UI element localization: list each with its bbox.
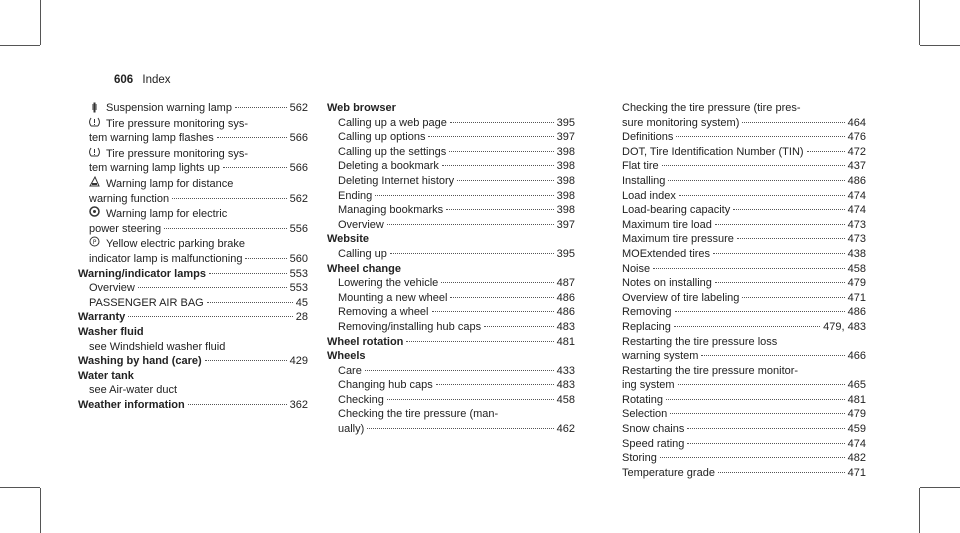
index-entry: Calling up a web page 395	[338, 116, 575, 129]
page-ref: 476	[847, 131, 866, 144]
index-see-ref: see Air-water duct	[89, 384, 178, 397]
crop-mark	[920, 45, 960, 46]
entry-term: Weather information	[78, 398, 185, 411]
index-entry: Calling up 395	[338, 247, 575, 260]
index-column-3	[622, 101, 866, 480]
page-ref: 437	[847, 160, 866, 173]
index-entry: Temperature grade 471	[622, 466, 866, 479]
index-entry: Checking the tire pressure (tire pres-	[622, 102, 801, 114]
index-entry	[78, 354, 308, 369]
page-ref: 486	[847, 174, 866, 187]
index-entry: Maximum tire pressure 473	[622, 233, 866, 246]
index-entry	[78, 116, 308, 132]
entry-term: Suspension warning lamp	[106, 102, 232, 114]
entry-term: Warning lamp for distance	[106, 177, 234, 190]
index-entry	[78, 146, 308, 162]
page-ref: 398	[556, 145, 575, 158]
crop-mark	[40, 0, 41, 45]
entry-term: tem warning lamp flashes	[89, 132, 214, 145]
crop-mark	[919, 0, 920, 45]
index-entry: Rotating 481	[622, 393, 866, 406]
index-entry: Overview 397	[338, 218, 575, 231]
index-entry: Calling up options 397	[338, 131, 575, 144]
index-entry	[78, 206, 308, 222]
page-ref: 486	[847, 306, 866, 319]
index-entry: MOExtended tires 438	[622, 247, 866, 260]
section-title: Index	[142, 74, 171, 86]
page-ref: 398	[556, 174, 575, 187]
page-ref: 28	[295, 311, 308, 324]
index-entry	[78, 369, 308, 384]
index-entry: Care 433	[338, 364, 575, 377]
index-see-ref: see Windshield washer fluid	[89, 340, 226, 353]
index-entry: Mounting a new wheel 486	[338, 291, 575, 304]
index-entry-cont: warning system 466	[622, 350, 866, 363]
entry-term: Tire pressure monitoring sys-	[106, 147, 249, 160]
index-entry	[78, 281, 308, 296]
page-ref: 458	[847, 262, 866, 275]
distance-warning-icon	[89, 176, 100, 187]
index-entry-cont: sure monitoring system) 464	[622, 116, 866, 129]
index-entry: Restarting the tire pressure monitor-	[622, 364, 799, 377]
tire-pressure-icon	[89, 146, 100, 157]
index-entry: Ending 398	[338, 189, 575, 202]
index-entry: Definitions 476	[622, 131, 866, 144]
entry-term: Warranty	[78, 311, 126, 324]
index-entry: Load index 474	[622, 189, 866, 202]
index-heading: Wheel change	[327, 262, 401, 275]
entry-term: Washing by hand (care)	[78, 355, 202, 368]
index-entry	[78, 176, 308, 192]
page-ref: 479	[847, 408, 866, 421]
index-column-1	[78, 101, 308, 412]
index-entry: Speed rating 474	[622, 437, 866, 450]
page-ref: 465	[847, 379, 866, 392]
page-ref: 479, 483	[823, 320, 866, 333]
index-entry	[78, 296, 308, 311]
crop-mark	[919, 488, 920, 533]
page-ref: 474	[847, 204, 866, 217]
page-ref: 483	[556, 320, 575, 333]
parking-brake-icon	[89, 236, 100, 247]
svg-text:P: P	[92, 239, 97, 247]
index-entry	[78, 267, 308, 282]
page-ref: 473	[847, 233, 866, 246]
index-entry: Restarting the tire pressure loss	[622, 335, 778, 348]
page-ref: 464	[847, 116, 866, 129]
page-ref: 566	[289, 132, 308, 145]
index-entry: Calling up the settings 398	[338, 145, 575, 158]
page-ref: 483	[556, 379, 575, 392]
page-ref: 398	[556, 204, 575, 217]
page-ref: 429	[289, 355, 308, 368]
index-entry-cont: ing system 465	[622, 379, 866, 392]
entry-term: Warning/indicator lamps	[78, 267, 206, 280]
index-entry: Installing 486	[622, 174, 866, 187]
page-ref: 556	[289, 222, 308, 235]
index-heading: Website	[327, 233, 369, 246]
crop-mark	[0, 487, 40, 488]
entry-term: Yellow electric parking brake	[106, 238, 245, 251]
page-ref: 473	[847, 218, 866, 231]
index-entry: Removing/installing hub caps 483	[338, 320, 575, 333]
index-entry: Removing a wheel 486	[338, 306, 575, 319]
page-ref: 466	[847, 350, 866, 363]
suspension-warning-icon	[89, 102, 100, 113]
index-entry: Flat tire 437	[622, 160, 866, 173]
entry-term: tem warning lamp lights up	[89, 162, 220, 175]
entry-term: Washer fluid	[78, 325, 144, 338]
page-ref: 397	[556, 131, 575, 144]
page-ref: 562	[289, 192, 308, 205]
index-entry-cont	[78, 161, 308, 176]
page-ref: 472	[847, 145, 866, 158]
index-heading: Wheel rotation 481	[327, 335, 575, 348]
index-entry: Replacing 479, 483	[622, 320, 866, 333]
page-ref: 471	[847, 291, 866, 304]
index-entry: Snow chains 459	[622, 423, 866, 436]
page-ref: 487	[556, 277, 575, 290]
index-entry-cont	[78, 252, 308, 267]
index-entry: Load-bearing capacity 474	[622, 204, 866, 217]
index-entry: DOT, Tire Identification Number (TIN) 472	[622, 145, 866, 158]
index-entry: Storing 482	[622, 452, 866, 465]
entry-term: indicator lamp is malfunctioning	[89, 252, 243, 265]
index-entry: Deleting Internet history 398	[338, 174, 575, 187]
page-ref: 562	[289, 102, 308, 114]
entry-term: PASSENGER AIR BAG	[89, 296, 204, 309]
index-entry: Lowering the vehicle 487	[338, 277, 575, 290]
index-entry	[78, 236, 308, 252]
entry-term: Overview	[89, 282, 135, 295]
page-ref: 362	[289, 398, 308, 411]
index-entry-cont	[78, 131, 308, 146]
index-entry-cont	[78, 222, 308, 237]
tire-pressure-icon	[89, 116, 100, 127]
page-ref: 474	[847, 189, 866, 202]
index-entry-cont	[78, 192, 308, 207]
index-entry	[78, 310, 308, 325]
index-entry: Noise 458	[622, 262, 866, 275]
index-entry: Removing 486	[622, 306, 866, 319]
page-ref: 481	[556, 335, 575, 348]
page-ref: 560	[289, 252, 308, 265]
page-ref: 433	[556, 364, 575, 377]
crop-mark	[0, 45, 40, 46]
index-entry	[78, 101, 308, 116]
page-ref: 474	[847, 437, 866, 450]
index-heading: Web browser	[327, 102, 396, 114]
page-ref: 479	[847, 277, 866, 290]
crop-mark	[40, 488, 41, 533]
index-entry-cont: ually) 462	[338, 423, 575, 436]
page-header	[114, 74, 171, 86]
page-ref: 395	[556, 116, 575, 129]
entry-term: Water tank	[78, 369, 134, 382]
page-ref: 398	[556, 160, 575, 173]
index-heading: Wheels	[327, 350, 366, 363]
page-ref: 398	[556, 189, 575, 202]
index-entry: Maximum tire load 473	[622, 218, 866, 231]
page-ref: 458	[556, 393, 575, 406]
index-column-2	[327, 101, 575, 437]
entry-term: warning function	[89, 192, 170, 205]
index-entry: Managing bookmarks 398	[338, 204, 575, 217]
entry-term: Tire pressure monitoring sys-	[106, 117, 249, 130]
index-entry: Checking the tire pressure (man-	[338, 408, 499, 421]
page-ref: 397	[556, 218, 575, 231]
steering-warning-icon	[89, 206, 100, 217]
page-ref: 486	[556, 306, 575, 319]
index-entry: Deleting a bookmark 398	[338, 160, 575, 173]
page-ref: 486	[556, 291, 575, 304]
index-entry	[78, 398, 308, 413]
index-entry: Overview of tire labeling 471	[622, 291, 866, 304]
page-ref: 438	[847, 247, 866, 260]
page-ref: 471	[847, 466, 866, 479]
index-entry: Changing hub caps 483	[338, 379, 575, 392]
page-ref: 553	[289, 282, 308, 295]
page-ref: 462	[556, 423, 575, 436]
page-ref: 395	[556, 247, 575, 260]
page-ref: 482	[847, 452, 866, 465]
page-ref: 553	[289, 267, 308, 280]
page-number: 606	[114, 74, 134, 86]
index-entry: Selection 479	[622, 408, 866, 421]
page-ref: 566	[289, 162, 308, 175]
crop-mark	[920, 487, 960, 488]
entry-term: Warning lamp for electric	[106, 208, 228, 221]
page-ref: 45	[295, 296, 308, 309]
index-entry: Checking 458	[338, 393, 575, 406]
page-ref: 481	[847, 393, 866, 406]
index-entry	[78, 325, 308, 340]
page-ref: 459	[847, 423, 866, 436]
entry-term: power steering	[89, 222, 162, 235]
index-entry: Notes on installing 479	[622, 277, 866, 290]
